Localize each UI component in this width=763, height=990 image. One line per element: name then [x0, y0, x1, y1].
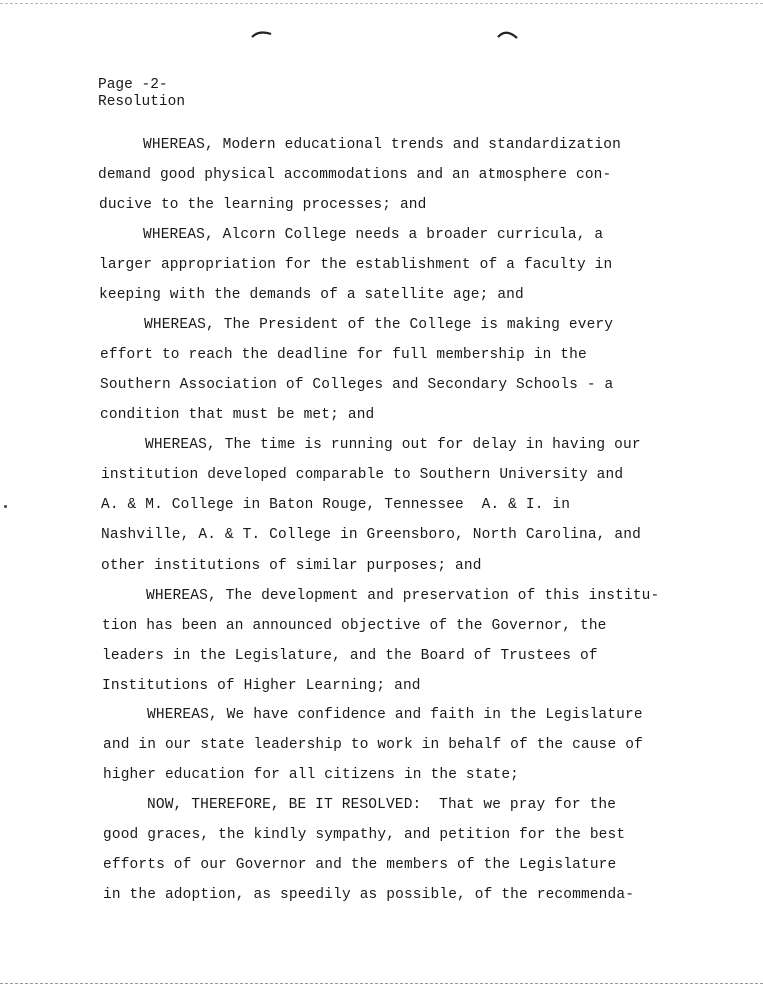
body-line: WHEREAS, Alcorn College needs a broader curricula, a: [143, 227, 604, 243]
scan-speck: [4, 505, 7, 508]
body-line: WHEREAS, We have confidence and faith in the Legislature: [147, 707, 643, 723]
body-line: Southern Association of Colleges and Secondary Schools - a: [100, 377, 614, 393]
body-line: efforts of our Governor and the members of the Legislature: [103, 857, 617, 873]
document-subtitle: Resolution: [98, 94, 186, 110]
scan-edge-bottom: [0, 983, 763, 984]
page-number-label: Page -2-: [98, 77, 168, 93]
punch-hole-mark-right: [497, 28, 519, 40]
scan-edge-top: [0, 3, 763, 4]
body-line: condition that must be met; and: [100, 407, 375, 423]
body-line: institution developed comparable to Southern University and: [101, 467, 624, 483]
body-line: A. & M. College in Baton Rouge, Tennessee A. & I. in: [101, 497, 571, 513]
body-line: Nashville, A. & T. College in Greensboro, North Carolina, and: [101, 527, 641, 543]
body-line: and in our state leadership to work in behalf of the cause of: [103, 737, 643, 753]
body-line: NOW, THEREFORE, BE IT RESOLVED: That we pray for the: [147, 797, 617, 813]
body-line: WHEREAS, The development and preservation of this institu-: [146, 588, 660, 604]
body-line: tion has been an announced objective of the Governor, the: [102, 618, 607, 634]
body-line: larger appropriation for the establishment of a faculty in: [99, 257, 613, 273]
body-line: keeping with the demands of a satellite age; and: [99, 287, 524, 303]
body-line: effort to reach the deadline for full membership in the: [100, 347, 587, 363]
body-line: WHEREAS, The President of the College is making every: [144, 317, 614, 333]
body-line: Institutions of Higher Learning; and: [102, 678, 421, 694]
body-line: ducive to the learning processes; and: [99, 197, 427, 213]
body-line: higher education for all citizens in the state;: [103, 767, 520, 783]
body-line: WHEREAS, Modern educational trends and standardization: [143, 137, 621, 153]
body-line: leaders in the Legislature, and the Board of Trustees of: [102, 648, 598, 664]
punch-hole-mark-left: [251, 28, 273, 40]
body-line: WHEREAS, The time is running out for delay in having our: [145, 437, 641, 453]
body-line: demand good physical accommodations and an atmosphere con-: [98, 167, 612, 183]
body-line: in the adoption, as speedily as possible, of the recommenda-: [103, 887, 635, 903]
body-line: other institutions of similar purposes; and: [101, 558, 482, 574]
body-line: good graces, the kindly sympathy, and petition for the best: [103, 827, 626, 843]
